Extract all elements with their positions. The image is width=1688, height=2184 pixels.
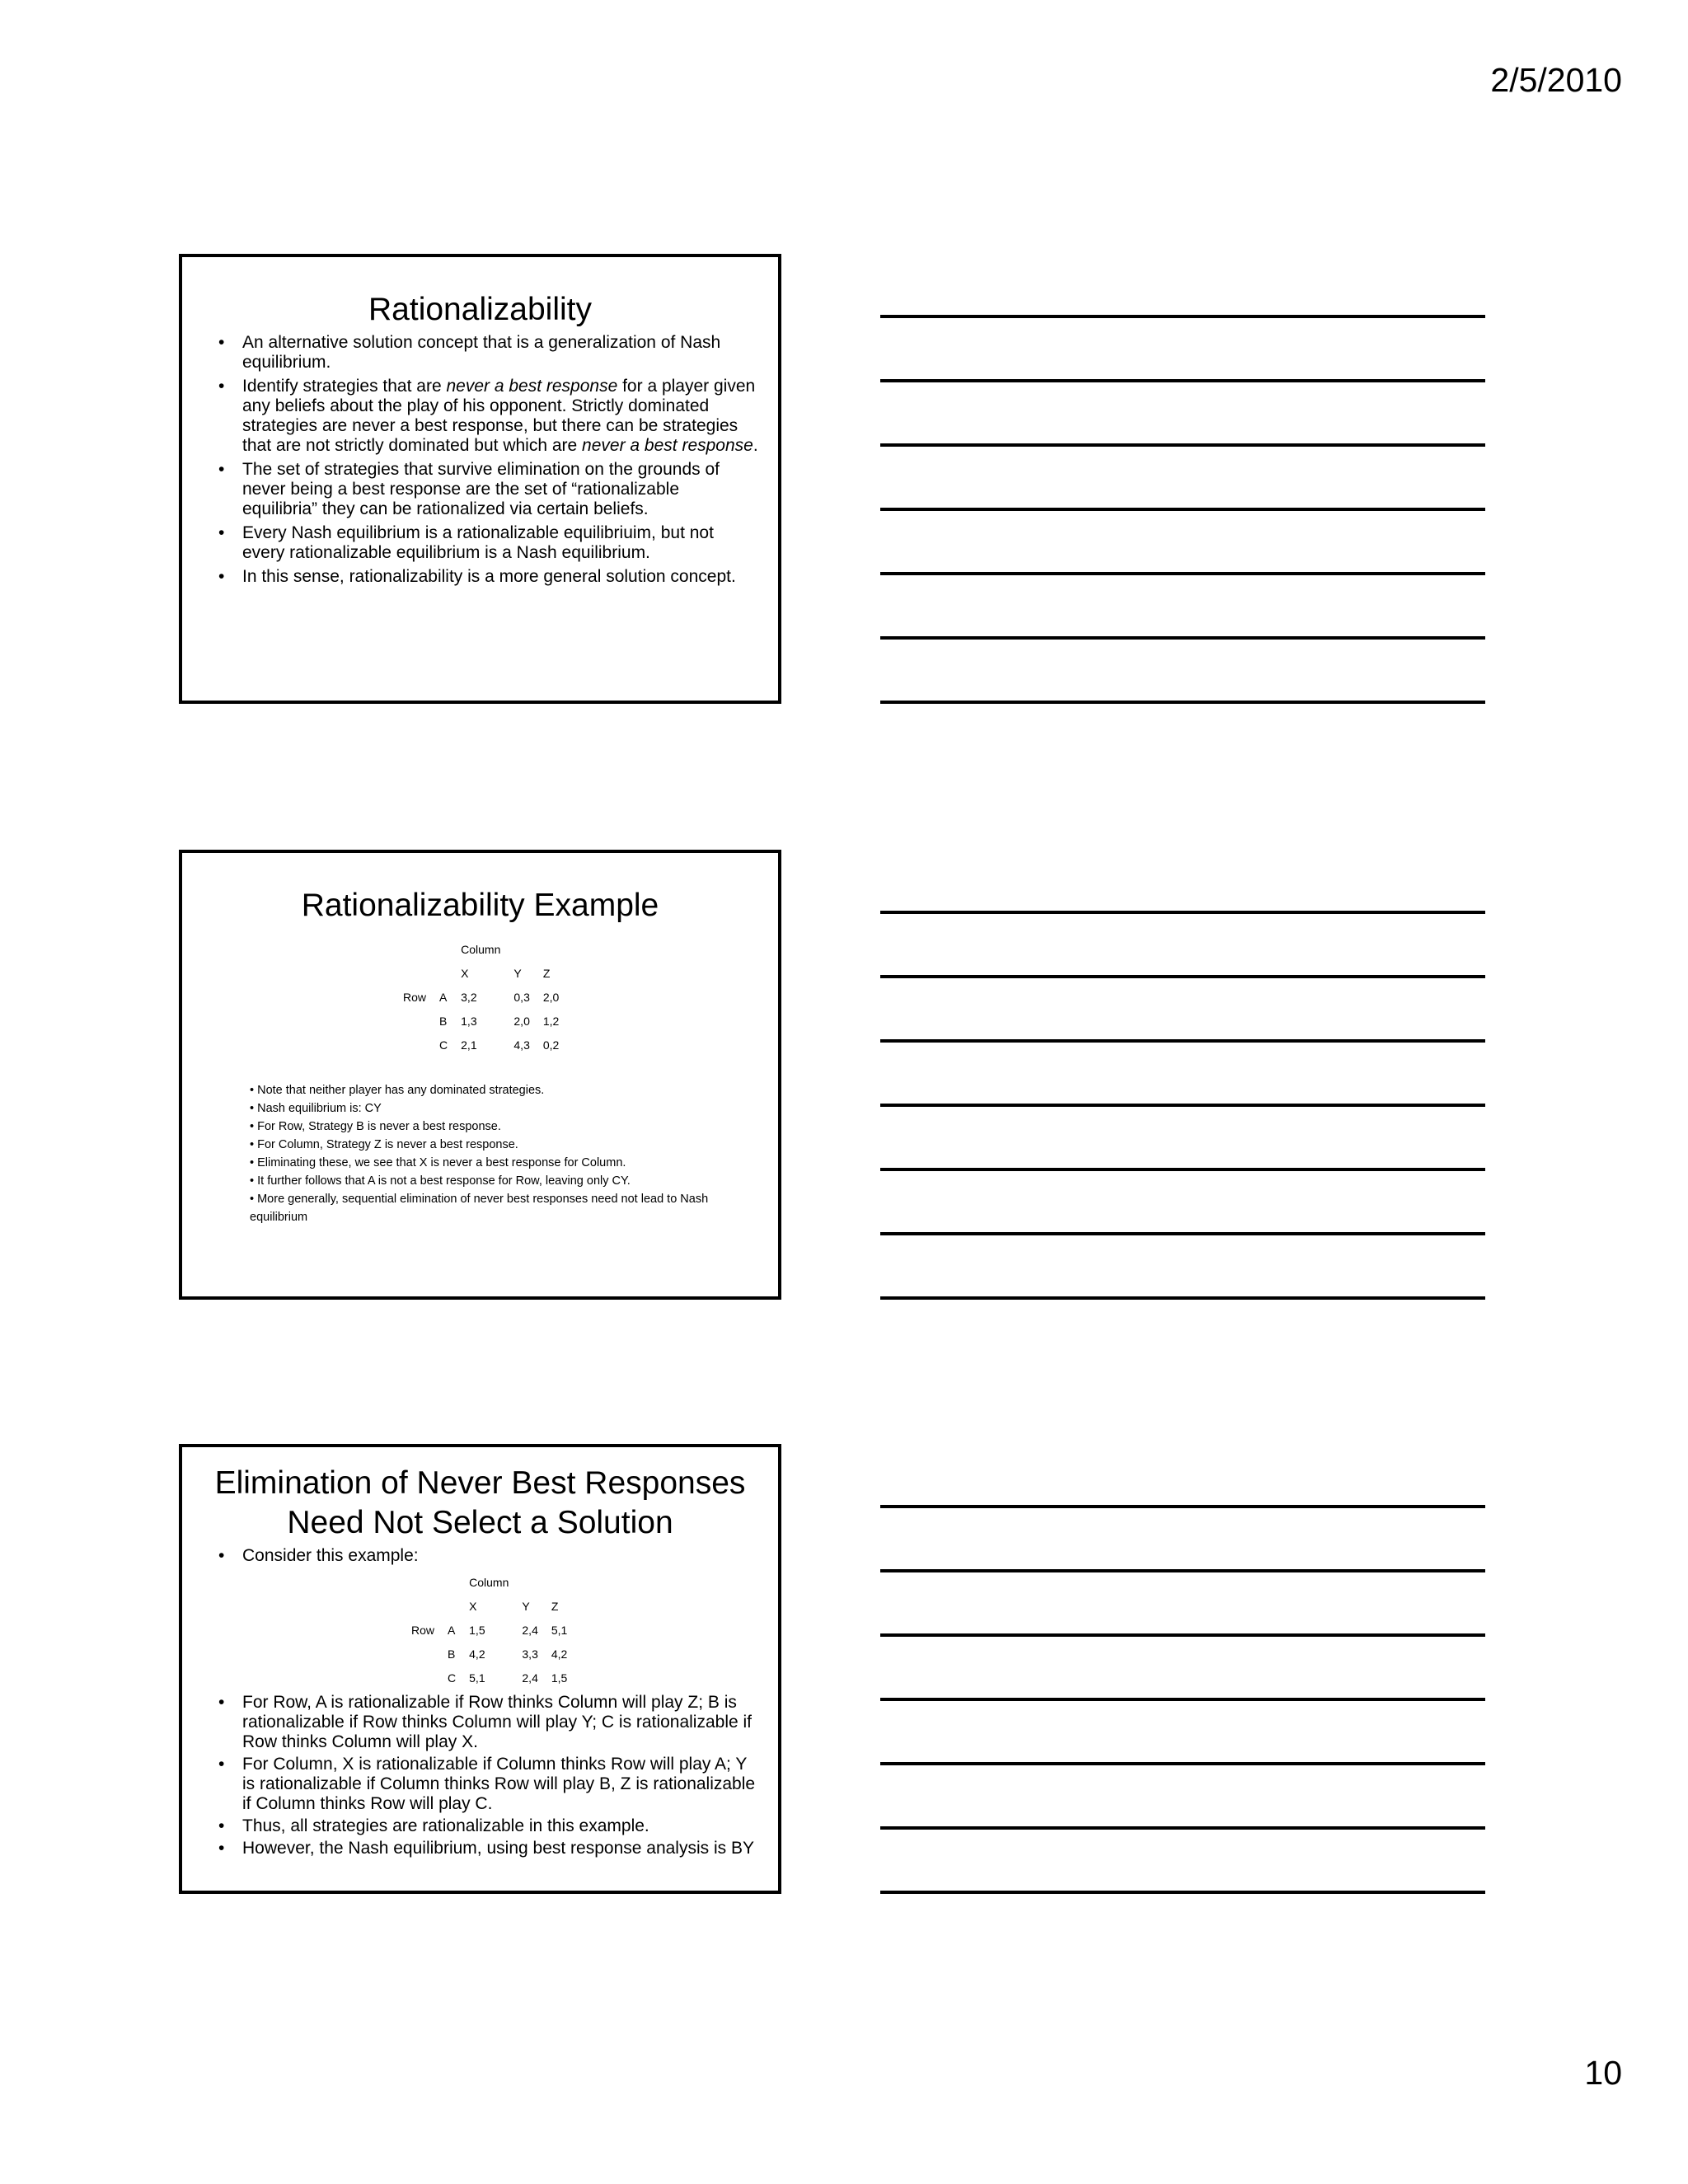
bullet-item: • For Row, A is rationalizable if Row thinks Column will play Z; B is rationalizable if Row thinks Column will play Y; C is rationalizable if Row thinks Column will play X. xyxy=(218,1693,753,1751)
col-header: X xyxy=(461,966,469,980)
bullet-item: • Thus, all strategies are rationalizable in this example. xyxy=(218,1816,649,1835)
note-line xyxy=(880,1104,1485,1107)
slide-title: Elimination of Never Best Responses Need Not Select a Solution xyxy=(214,1465,746,1540)
note-line xyxy=(880,508,1485,511)
table-row xyxy=(396,937,565,961)
bullet-item: • Every Nash equilibrium is a rationalizable equilibriuim, but not every rationalizable equilibrium is a Nash equilibrium. xyxy=(218,523,714,562)
table-row xyxy=(405,1570,574,1594)
notes-lines xyxy=(880,911,1485,1361)
col-header: Y xyxy=(513,966,522,980)
column-label: Column xyxy=(461,942,501,956)
row-label: Row xyxy=(411,1623,435,1637)
payoff-matrix xyxy=(405,1570,574,1690)
bullet-item: • Identify strategies that are never a best response for a player given any beliefs about the play of his opponent. Strictly dominated strategies are never a best response, but there can be strategies that are not strictly dominated but which are never a best response. xyxy=(218,377,758,455)
slide-rationalizability xyxy=(179,254,781,704)
list-item: • Eliminating these, we see that X is never a best response for Column. xyxy=(250,1156,626,1169)
row-label: Row xyxy=(403,990,427,1004)
bullet-item: • The set of strategies that survive elimination on the grounds of never being a best response are the set of “rationalizable equilibria” they can be rationalized via certain beliefs. xyxy=(218,460,720,518)
note-line xyxy=(880,443,1485,447)
list-item: • It further follows that A is not a best response for Row, leaving only CY. xyxy=(250,1174,631,1188)
note-line xyxy=(880,1232,1485,1235)
slide-rationalizability-example xyxy=(179,850,781,1300)
note-line xyxy=(880,1296,1485,1300)
list-item: • Nash equilibrium is: CY xyxy=(250,1102,382,1115)
header-date: 2/5/2010 xyxy=(1490,61,1622,99)
note-line xyxy=(880,975,1485,978)
slide-title: Rationalizability xyxy=(368,292,592,327)
note-line xyxy=(880,1762,1485,1765)
notes-lines xyxy=(880,315,1485,765)
column-label: Column xyxy=(469,1575,509,1589)
note-line xyxy=(880,379,1485,382)
note-line xyxy=(880,1039,1485,1043)
table-row: Row A 3,2 0,3 2,0 xyxy=(396,985,565,1009)
list-item: • Note that neither player has any dominated strategies. xyxy=(250,1084,545,1097)
bullet-list xyxy=(182,333,778,587)
col-header: Z xyxy=(551,1599,559,1613)
slide-title: Rationalizability Example xyxy=(301,888,659,923)
row-name: A xyxy=(448,1623,456,1637)
slide-elimination-never-best-responses xyxy=(179,1444,781,1894)
table-row: C 5,1 2,4 1,5 xyxy=(405,1666,574,1690)
table-row: C 2,1 4,3 0,2 xyxy=(396,1033,565,1057)
note-line xyxy=(880,1168,1485,1171)
note-line xyxy=(880,1505,1485,1508)
bullet-item: • In this sense, rationalizability is a more general solution concept. xyxy=(218,567,736,586)
table-row: B 1,3 2,0 1,2 xyxy=(396,1009,565,1033)
bullet-list xyxy=(182,1693,778,1858)
note-line xyxy=(880,911,1485,914)
row-name: B xyxy=(439,1014,448,1028)
bullet-item: • An alternative solution concept that is a generalization of Nash equilibrium. xyxy=(218,333,721,372)
note-line xyxy=(880,1633,1485,1637)
payoff-matrix xyxy=(396,937,565,1057)
list-item: • For Column, Strategy Z is never a best response. xyxy=(250,1138,518,1151)
row-name: B xyxy=(448,1647,456,1661)
note-line xyxy=(880,315,1485,318)
note-line xyxy=(880,1826,1485,1830)
notes-lines xyxy=(880,1505,1485,1955)
row-name: C xyxy=(439,1038,448,1052)
bullet-list xyxy=(182,1546,778,1566)
page-number: 10 xyxy=(1584,2054,1622,2092)
row-name: A xyxy=(439,990,448,1004)
list-item: • More generally, sequential elimination of never best responses need not lead to Nash equilibrium xyxy=(250,1193,709,1224)
note-line xyxy=(880,701,1485,704)
note-line xyxy=(880,1698,1485,1701)
note-line xyxy=(880,1569,1485,1572)
bullet-item: • However, the Nash equilibrium, using best response analysis is BY xyxy=(218,1839,754,1858)
table-row xyxy=(396,961,565,985)
col-header: Y xyxy=(522,1599,530,1613)
row-name: C xyxy=(448,1671,457,1685)
note-line xyxy=(880,636,1485,640)
list-item: • For Row, Strategy B is never a best response. xyxy=(250,1120,501,1133)
col-header: Z xyxy=(542,966,551,980)
bullet-item: • Consider this example: xyxy=(218,1546,419,1565)
bullet-item: • For Column, X is rationalizable if Column thinks Row will play A; Y is rationalizable if Column thinks Row will play B, Z is rationalizable if Column thinks Row will play C. xyxy=(218,1755,756,1813)
table-row: Row A 1,5 2,4 5,1 xyxy=(405,1618,574,1642)
col-header: X xyxy=(469,1599,477,1613)
note-line xyxy=(880,1891,1485,1894)
notes-list xyxy=(182,1081,778,1226)
table-row xyxy=(405,1594,574,1618)
note-line xyxy=(880,572,1485,575)
table-row: B 4,2 3,3 4,2 xyxy=(405,1642,574,1666)
